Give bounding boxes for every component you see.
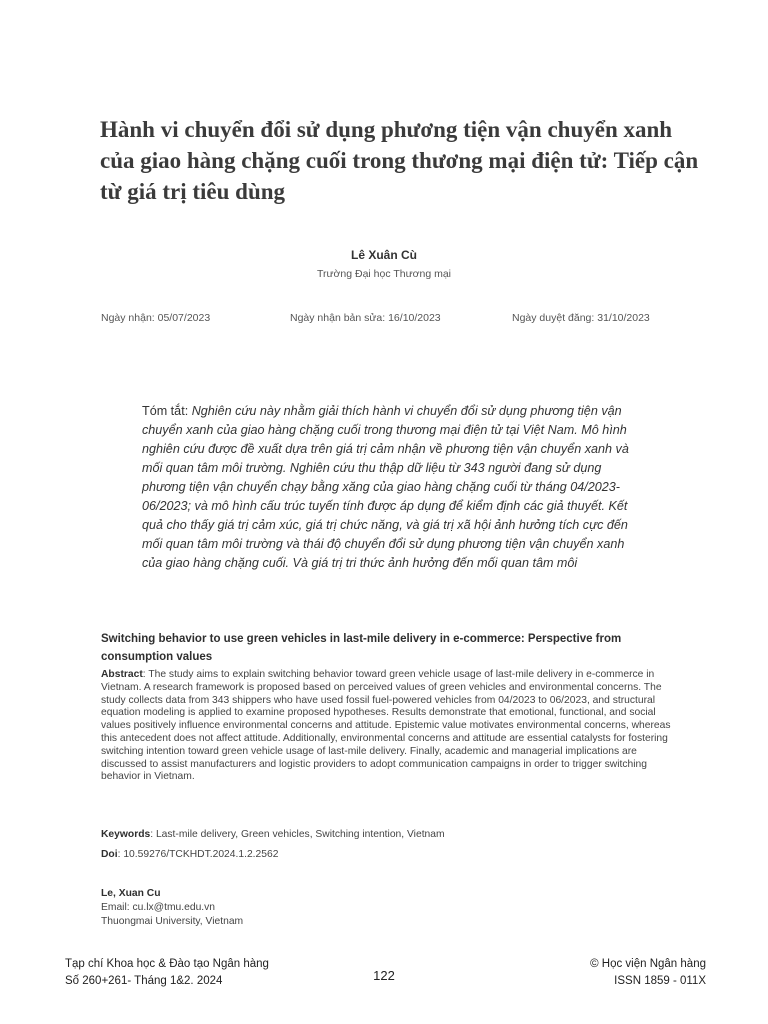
author-name: Lê Xuân Cù (350, 248, 417, 262)
correspondence-block (101, 887, 243, 929)
correspondence-affiliation: Thuongmai University, Vietnam (101, 916, 244, 927)
journal-issue: Số 260+261- Tháng 1&2. 2024 (65, 975, 223, 987)
abstract-vietnamese (142, 402, 630, 573)
date-accepted: Ngày duyệt đăng: 31/10/2023 (512, 312, 650, 324)
doi-text[interactable]: : 10.59276/TCKHDT.2024.1.2.2562 (117, 849, 279, 860)
abstract-vi-label: Tóm tắt: (142, 404, 192, 418)
doi-label: Doi (101, 849, 118, 860)
paper-title: Hành vi chuyển đổi sử dụng phương tiện vận chuyển xanh của giao hàng chặng cuối trong thương mại điện tử: Tiếp cận từ giá trị tiêu dùng (100, 117, 699, 204)
date-received: Ngày nhận: 05/07/2023 (101, 312, 211, 324)
journal-name: Tạp chí Khoa học & Đào tạo Ngân hàng (65, 958, 269, 970)
doi (101, 849, 278, 860)
abstract-vi-text: Nghiên cứu này nhằm giải thích hành vi chuyển đổi sử dụng phương tiện vận chuyển xanh của giao hàng chặng cuối trong thương mại điện tử tại Việt Nam. Mô hình nghiên cứu được đề xuất dựa trên giá trị cảm nhận về phương tiện vận chuyển xanh và mối quan tâm môi trường. Nghiên cứu thu thập dữ liệu từ 343 người đang sử dụng phương tiện vận chuyển chạy bằng xăng của giao hàng chặng cuối từ tháng 04/2023- 06/2023; và mô hình cấu trúc tuyến tính được áp dụng để kiểm định các giả thuyết. Kết quả cho thấy giá trị cảm xúc, giá trị chức năng, và giá trị xã hội ảnh hưởng tích cực đến mối quan tâm môi trường và thái độ chuyển đổi sử dụng phương tiện vận chuyển xanh của giao hàng chặng cuối. Và giá trị tri thức ảnh hưởng đến mối quan tâm môi (142, 404, 629, 570)
correspondence-name: Le, Xuan Cu (101, 888, 161, 899)
footer-publisher-info (590, 956, 706, 990)
english-title: Switching behavior to use green vehicles in last-mile delivery in e-commerce: Perspective from consumption values (101, 633, 622, 663)
keywords-text: : Last-mile delivery, Green vehicles, Switching intention, Vietnam (150, 829, 445, 840)
abstract-english (101, 669, 671, 784)
abstract-label: Abstract (101, 669, 143, 680)
abstract-en-text: : The study aims to explain switching behavior toward green vehicle usage of last-mile delivery in e-commerce in Vietnam. A research framework is proposed based on perceived values of green vehicles and environmental concerns. The study collects data from 343 shippers who have used fossil fuel-powered vehicles from 04/2023 to 06/2023, and structural equation modeling is applied to examine proposed hypotheses. Results demonstrate that emotional, functional, and social values positively influence environmental concerns and attitude. Epistemic value motivates environmental concerns, whereas this antecedent does not affect attitude. Additionally, environmental concerns and attitude are essential catalysts for fostering switching intention toward green vehicle usage of last-mile delivery. Finally, academic and managerial implications are discussed to assist manufacturers and logistic providers to adopt communication campaigns in order to trigger switching behavior in Vietnam. (101, 669, 671, 783)
keywords (101, 829, 445, 840)
page-number: 122 (373, 968, 395, 983)
keywords-label: Keywords (101, 829, 151, 840)
author-affiliation: Trường Đại học Thương mại (316, 268, 452, 280)
issn: ISSN 1859 - 011X (614, 975, 706, 987)
correspondence-email[interactable]: Email: cu.lx@tmu.edu.vn (101, 902, 216, 913)
date-revised: Ngày nhận bản sửa: 16/10/2023 (290, 312, 441, 324)
publisher: © Học viện Ngân hàng (590, 958, 706, 970)
